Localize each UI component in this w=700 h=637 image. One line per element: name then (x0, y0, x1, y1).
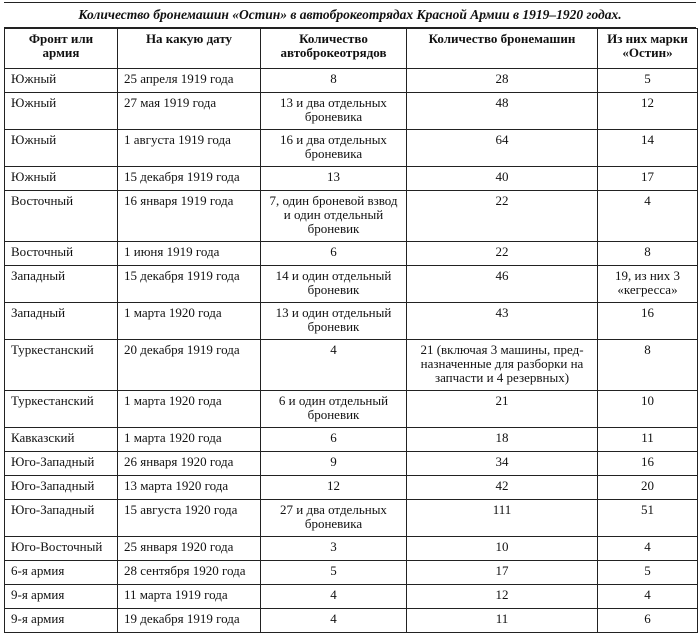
table-row (5, 476, 698, 500)
cell-front: Юго-Западный (5, 476, 118, 500)
table-row (5, 191, 698, 242)
cell-date: 1 марта 1920 года (118, 303, 261, 340)
cell-front: Кавказский (5, 428, 118, 452)
cell-austin: 17 (598, 167, 698, 191)
cell-cars: 21 (включая 3 машины, пред-назначенные для разборки на запчасти и 4 резервных) (407, 340, 598, 391)
cell-date: 15 августа 1920 года (118, 500, 261, 537)
cell-austin: 16 (598, 303, 698, 340)
cell-front: Юго-Восточный (5, 537, 118, 561)
cell-austin: 5 (598, 69, 698, 93)
header-date: На какую дату (118, 29, 261, 69)
cell-front: Юго-Западный (5, 452, 118, 476)
cell-date: 15 декабря 1919 года (118, 266, 261, 303)
cell-cars: 28 (407, 69, 598, 93)
cell-units: 14 и один отдельный броневик (261, 266, 407, 303)
cell-front: Южный (5, 167, 118, 191)
cell-cars: 64 (407, 130, 598, 167)
cell-units: 27 и два отдельных броневика (261, 500, 407, 537)
cell-units: 6 (261, 428, 407, 452)
cell-units: 13 и один отдельный броневик (261, 303, 407, 340)
cell-front: 9-я армия (5, 609, 118, 633)
cell-cars: 12 (407, 585, 598, 609)
table-row (5, 340, 698, 391)
cell-cars: 11 (407, 609, 598, 633)
cell-date: 11 марта 1919 года (118, 585, 261, 609)
cell-units: 5 (261, 561, 407, 585)
cell-cars: 22 (407, 242, 598, 266)
cell-austin: 5 (598, 561, 698, 585)
table-row (5, 609, 698, 633)
cell-date: 25 апреля 1919 года (118, 69, 261, 93)
cell-austin: 8 (598, 340, 698, 391)
cell-units: 13 и два отдельных броневика (261, 93, 407, 130)
cell-date: 13 марта 1920 года (118, 476, 261, 500)
cell-units: 16 и два отдельных броневика (261, 130, 407, 167)
cell-front: Южный (5, 93, 118, 130)
table-row (5, 585, 698, 609)
table-row (5, 561, 698, 585)
cell-front: Туркестанский (5, 340, 118, 391)
table-row (5, 69, 698, 93)
cell-austin: 20 (598, 476, 698, 500)
header-units: Количество автоброкеотрядов (261, 29, 407, 69)
header-cars: Количество бронемашин (407, 29, 598, 69)
armored-cars-table (4, 28, 698, 633)
cell-front: Восточный (5, 242, 118, 266)
table-row (5, 452, 698, 476)
table-row (5, 303, 698, 340)
cell-cars: 43 (407, 303, 598, 340)
cell-austin: 4 (598, 585, 698, 609)
cell-front: Южный (5, 130, 118, 167)
cell-austin: 14 (598, 130, 698, 167)
header-austin: Из них марки «Остин» (598, 29, 698, 69)
cell-units: 7, один броневой взвод и один отдельный броневик (261, 191, 407, 242)
cell-date: 15 декабря 1919 года (118, 167, 261, 191)
cell-austin: 8 (598, 242, 698, 266)
cell-cars: 46 (407, 266, 598, 303)
table-row (5, 266, 698, 303)
cell-cars: 21 (407, 391, 598, 428)
cell-austin: 4 (598, 537, 698, 561)
cell-front: Западный (5, 303, 118, 340)
cell-units: 8 (261, 69, 407, 93)
cell-front: 9-я армия (5, 585, 118, 609)
cell-date: 19 декабря 1919 года (118, 609, 261, 633)
cell-front: Юго-Западный (5, 500, 118, 537)
cell-cars: 10 (407, 537, 598, 561)
cell-cars: 42 (407, 476, 598, 500)
cell-date: 26 января 1920 года (118, 452, 261, 476)
table-row (5, 391, 698, 428)
cell-cars: 40 (407, 167, 598, 191)
table-row (5, 93, 698, 130)
cell-date: 1 марта 1920 года (118, 391, 261, 428)
cell-austin: 10 (598, 391, 698, 428)
cell-units: 6 и один отдельный броневик (261, 391, 407, 428)
cell-austin: 11 (598, 428, 698, 452)
cell-units: 9 (261, 452, 407, 476)
cell-date: 27 мая 1919 года (118, 93, 261, 130)
cell-austin: 51 (598, 500, 698, 537)
cell-cars: 17 (407, 561, 598, 585)
cell-units: 4 (261, 340, 407, 391)
cell-date: 25 января 1920 года (118, 537, 261, 561)
table-row (5, 130, 698, 167)
cell-cars: 18 (407, 428, 598, 452)
cell-units: 3 (261, 537, 407, 561)
cell-cars: 111 (407, 500, 598, 537)
cell-date: 20 декабря 1919 года (118, 340, 261, 391)
cell-units: 12 (261, 476, 407, 500)
cell-austin: 12 (598, 93, 698, 130)
cell-austin: 4 (598, 191, 698, 242)
table-row (5, 428, 698, 452)
table-row (5, 537, 698, 561)
cell-date: 28 сентября 1920 года (118, 561, 261, 585)
cell-units: 4 (261, 585, 407, 609)
cell-cars: 34 (407, 452, 598, 476)
cell-date: 1 августа 1919 года (118, 130, 261, 167)
cell-date: 16 января 1919 года (118, 191, 261, 242)
cell-units: 13 (261, 167, 407, 191)
cell-austin: 19, из них 3 «кегресса» (598, 266, 698, 303)
cell-date: 1 июня 1919 года (118, 242, 261, 266)
cell-cars: 22 (407, 191, 598, 242)
cell-front: Туркестанский (5, 391, 118, 428)
cell-front: Южный (5, 69, 118, 93)
cell-date: 1 марта 1920 года (118, 428, 261, 452)
cell-units: 6 (261, 242, 407, 266)
cell-austin: 6 (598, 609, 698, 633)
table-row (5, 500, 698, 537)
cell-front: 6-я армия (5, 561, 118, 585)
table-row (5, 242, 698, 266)
cell-front: Восточный (5, 191, 118, 242)
header-row (5, 29, 698, 69)
cell-units: 4 (261, 609, 407, 633)
table-caption: Количество бронемашин «Остин» в автоброкеотрядах Красной Армии в 1919–1920 годах. (4, 2, 696, 28)
cell-cars: 48 (407, 93, 598, 130)
header-front: Фронт или армия (5, 29, 118, 69)
cell-austin: 16 (598, 452, 698, 476)
cell-front: Западный (5, 266, 118, 303)
table-row (5, 167, 698, 191)
